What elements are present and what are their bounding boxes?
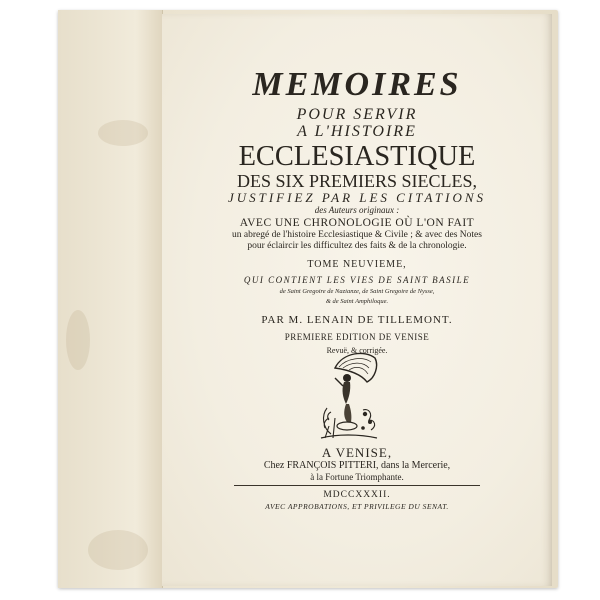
title-line: DES SIX PREMIERS SIECLES, bbox=[236, 171, 478, 191]
title-line: AVEC UNE CHRONOLOGIE OÙ L'ON FAIT bbox=[239, 217, 475, 229]
stain bbox=[66, 310, 90, 370]
title-line: POUR SERVIR bbox=[296, 106, 418, 123]
edition-note: Revuë, & corrigée. bbox=[326, 346, 388, 355]
imprint-sign: à la Fortune Triomphante. bbox=[310, 472, 404, 482]
contents-line: QUI CONTIENT LES VIES DE SAINT BASILE bbox=[243, 275, 471, 285]
author-line: PAR M. LENAIN DE TILLEMONT. bbox=[261, 314, 453, 326]
stain bbox=[88, 530, 148, 570]
title-page bbox=[162, 14, 552, 586]
title-line: des Auteurs originaux : bbox=[314, 205, 400, 215]
title-line: un abregé de l'histoire Ecclesiastique & Civile ; & avec des Notes bbox=[232, 230, 482, 240]
title-line: A L'HISTOIRE bbox=[297, 123, 417, 140]
title-main: MEMOIRES bbox=[252, 66, 462, 103]
title-line: pour éclaircir les difficultez des faits & de la chronologie. bbox=[247, 241, 467, 251]
fortune-emblem-icon bbox=[313, 348, 385, 442]
title-line: JUSTIFIEZ PAR LES CITATIONS bbox=[227, 190, 487, 205]
contents-line: & de Saint Amphiloque. bbox=[325, 298, 389, 305]
contents-line: de Saint Gregoire de Nazianze, de Saint Gregoire de Nysse, bbox=[279, 288, 435, 295]
title-ecclesiastique: ECCLESIASTIQUE bbox=[238, 140, 476, 172]
flyleaf bbox=[58, 10, 163, 588]
imprint-city: A VENISE, bbox=[321, 445, 393, 460]
stain bbox=[98, 120, 148, 146]
imprint-privilege: AVEC APPROBATIONS, ET PRIVILEGE DU SENAT. bbox=[265, 502, 449, 511]
edition-line: PREMIERE EDITION DE VENISE bbox=[284, 332, 430, 342]
imprint-date: MDCCXXXII. bbox=[323, 490, 391, 500]
divider-rule bbox=[234, 485, 480, 486]
imprint-printer: Chez FRANÇOIS PITTERI, dans la Mercerie, bbox=[263, 460, 451, 471]
volume-label: TOME NEUVIEME, bbox=[307, 259, 407, 270]
